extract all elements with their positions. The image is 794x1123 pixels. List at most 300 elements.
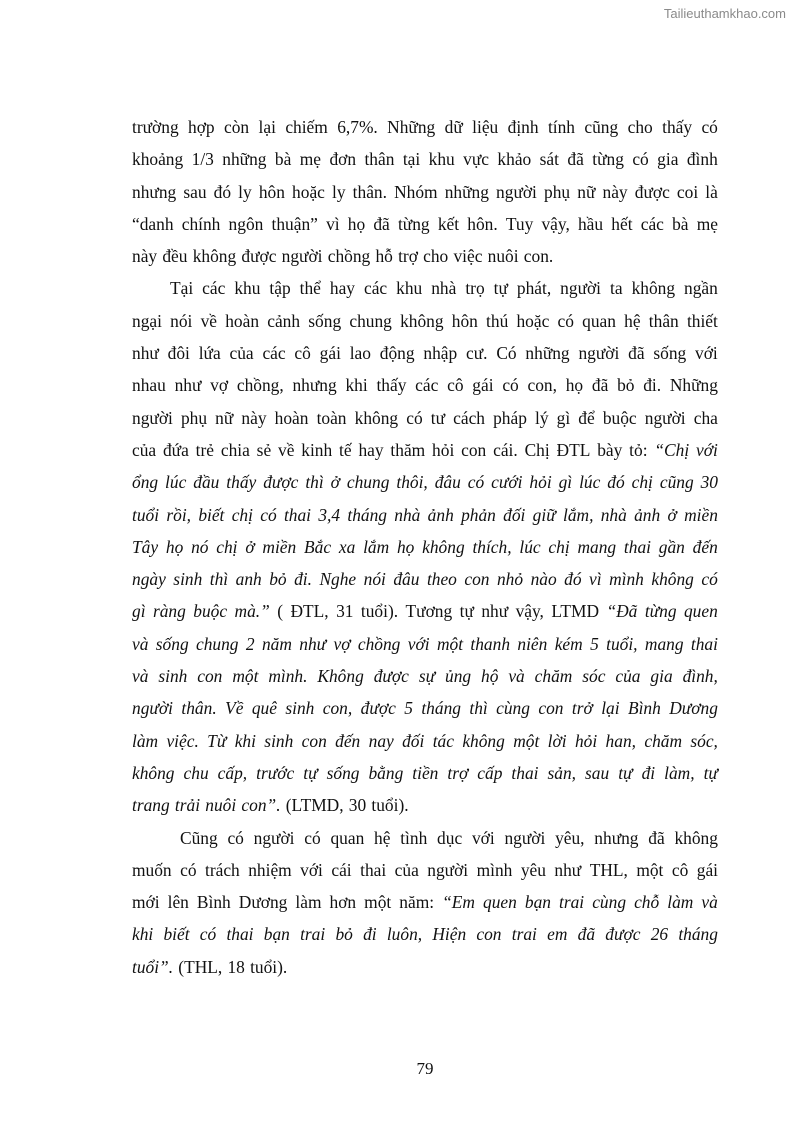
word: người — [578, 343, 620, 364]
word: không — [631, 278, 676, 299]
word: thai — [690, 633, 718, 654]
word: thì — [305, 472, 324, 493]
word: buộc — [602, 407, 637, 428]
word: mà.” — [234, 601, 270, 622]
word: gia — [650, 666, 673, 687]
word: ở — [667, 504, 677, 525]
word: trai — [300, 924, 326, 945]
text-line — [132, 563, 718, 595]
word: được — [263, 472, 299, 493]
word: ngôn — [228, 213, 264, 234]
word: hỏi — [432, 439, 455, 460]
word: tế — [339, 439, 352, 460]
word: cách — [453, 407, 485, 428]
word: bạn — [524, 892, 551, 913]
text-line — [132, 628, 718, 660]
word: đó — [564, 569, 582, 590]
word: đó — [213, 181, 232, 202]
word: một — [636, 859, 664, 880]
word: làm — [295, 892, 322, 913]
word: nhưng — [292, 375, 337, 396]
word: kém — [554, 633, 583, 654]
word: năm: — [399, 892, 435, 913]
word: một — [364, 892, 392, 913]
word: con — [538, 698, 564, 719]
word: sẻ — [256, 439, 272, 460]
word: thân — [648, 310, 679, 331]
word: trai — [511, 924, 537, 945]
word: Những — [387, 117, 436, 137]
word: lúc — [579, 472, 601, 493]
word: Những — [669, 375, 718, 396]
word: vậy, — [515, 601, 544, 622]
word: sống — [326, 762, 360, 783]
word: khoảng — [132, 149, 184, 170]
word: đối — [503, 504, 526, 525]
page-number: 79 — [416, 1059, 434, 1078]
word: 18 — [227, 956, 245, 977]
word: gia — [657, 149, 679, 170]
text-line — [132, 240, 718, 272]
word: mình — [476, 859, 513, 880]
word: thiết — [686, 310, 718, 331]
word: bỏ — [269, 569, 287, 590]
word: đi. — [294, 569, 312, 590]
text-line — [132, 305, 718, 337]
word: tiền — [412, 762, 439, 783]
text-line — [132, 854, 718, 886]
word: đều — [162, 246, 188, 267]
word: 6,7%. — [337, 117, 378, 137]
word: như — [132, 343, 159, 364]
word: thân — [364, 149, 395, 170]
word: nhưng — [132, 181, 177, 202]
word: lứa — [198, 343, 221, 364]
word: Về — [225, 698, 244, 719]
word: 2 — [245, 633, 255, 654]
word: gái — [319, 343, 341, 364]
word: “Chị — [654, 439, 690, 460]
word: chia — [220, 439, 250, 460]
word: Cũng — [180, 827, 218, 848]
text-line — [132, 531, 718, 563]
word: cái. — [493, 439, 518, 460]
word: tình — [400, 827, 428, 848]
text-line — [132, 176, 718, 208]
word: họ — [347, 213, 366, 234]
word: tuổi). — [360, 601, 399, 622]
word: chung — [349, 310, 392, 331]
word: coi — [676, 181, 699, 202]
word: trang — [132, 795, 170, 816]
word: thấy — [376, 375, 407, 396]
word: đứa — [162, 439, 189, 460]
word: (LTMD, — [285, 795, 344, 816]
word: phát, — [516, 278, 552, 299]
word: của — [615, 666, 641, 687]
word: được — [634, 181, 670, 202]
word: chồng, — [236, 375, 284, 396]
word: chồng — [327, 246, 371, 267]
text-line — [132, 595, 718, 627]
word: trợ — [398, 246, 418, 267]
word: đến — [335, 730, 361, 751]
word: con — [476, 924, 502, 945]
word: được — [241, 246, 277, 267]
word: động — [379, 343, 415, 364]
word: này — [602, 181, 628, 202]
word: từng — [592, 149, 624, 170]
word: đi — [641, 762, 656, 783]
word: quen — [683, 601, 718, 622]
word: không — [674, 827, 718, 848]
word: vì — [589, 569, 602, 590]
word: sinh — [264, 730, 294, 751]
word: phụ — [544, 181, 571, 202]
word: còn — [224, 117, 250, 137]
word: bạn — [263, 924, 290, 945]
word: hôn — [258, 181, 285, 202]
word: 31 — [336, 601, 354, 622]
word: một — [513, 730, 540, 751]
word: lời — [547, 730, 567, 751]
word: chị — [216, 536, 238, 557]
word: chỗ — [634, 892, 660, 913]
word: tính — [547, 117, 575, 137]
word: Tại — [170, 278, 194, 299]
word: tuổi, — [606, 633, 638, 654]
word: sát — [539, 149, 559, 170]
word: lên — [167, 892, 189, 913]
word: các — [262, 343, 286, 364]
word: sóc, — [690, 730, 718, 751]
word: con — [464, 569, 490, 590]
text-line — [132, 208, 718, 240]
word: trợ — [447, 762, 469, 783]
word: gì — [558, 472, 573, 493]
word: đã — [373, 213, 390, 234]
word: ( — [277, 601, 284, 622]
word: được — [605, 924, 641, 945]
word: mang — [644, 633, 684, 654]
word: cùng — [496, 698, 530, 719]
word: như — [174, 375, 202, 396]
paragraph — [132, 822, 718, 983]
word: hay — [329, 278, 355, 299]
word: hộ — [481, 666, 499, 687]
word: về — [278, 439, 295, 460]
word: đó — [607, 472, 625, 493]
word: họ — [565, 375, 584, 396]
word: đâu — [393, 569, 420, 590]
word: có — [632, 149, 649, 170]
word: ngần — [684, 278, 718, 299]
text-line — [132, 918, 718, 950]
word: trường — [132, 117, 179, 137]
text-line — [132, 660, 718, 692]
word: và — [508, 666, 525, 687]
word: sinh — [158, 666, 188, 687]
word: nhà — [431, 278, 457, 299]
word: nữ — [215, 407, 234, 428]
word: tuổi). — [371, 795, 409, 816]
word: tự — [493, 278, 508, 299]
word: không — [400, 310, 444, 331]
word: Không — [317, 666, 364, 687]
word: với — [471, 827, 495, 848]
word: con, — [527, 375, 557, 396]
text-line — [132, 402, 718, 434]
word: tuổi — [132, 504, 160, 525]
word: ở — [330, 472, 340, 493]
word: con — [461, 439, 487, 460]
word: lại — [258, 117, 276, 137]
word: hợp — [188, 117, 215, 137]
word: toàn — [316, 407, 347, 428]
word: (THL, — [178, 956, 223, 977]
word: không — [651, 569, 694, 590]
word: nuôi — [205, 795, 237, 816]
word: lắm, — [562, 504, 594, 525]
word: trách — [204, 859, 240, 880]
word: một — [436, 633, 464, 654]
word: hỏi — [574, 730, 598, 751]
word: 30 — [700, 472, 718, 493]
word: tháng — [347, 504, 387, 525]
word: chồng — [357, 633, 401, 654]
word: 26 — [650, 924, 669, 945]
word: biết — [163, 924, 190, 945]
word: quan — [582, 310, 616, 331]
word: làm — [132, 730, 159, 751]
word: có — [701, 569, 718, 590]
word: đơn — [329, 149, 357, 170]
word: không — [192, 246, 237, 267]
word: nhập — [423, 343, 458, 364]
word: bày — [597, 439, 623, 460]
word: không — [354, 407, 399, 428]
word: hết — [611, 213, 633, 234]
word: chị — [231, 504, 253, 525]
word: Tương — [405, 601, 453, 622]
word: sản, — [547, 762, 577, 783]
word: sóc — [582, 666, 606, 687]
word: luôn, — [386, 924, 423, 945]
word: ảnh — [427, 504, 454, 525]
word: Có — [496, 343, 517, 364]
word: Nhóm — [394, 181, 438, 202]
word: về — [200, 310, 218, 331]
word: vợ — [333, 633, 351, 654]
word: với — [300, 859, 323, 880]
word: tháng — [421, 698, 461, 719]
word: có — [406, 407, 423, 428]
word: phản — [461, 504, 496, 525]
word: 5 — [404, 698, 413, 719]
word: bỏ — [335, 924, 353, 945]
text-line — [132, 951, 718, 983]
text-line — [132, 111, 718, 143]
word: liệu — [472, 117, 499, 137]
word: Hiện — [432, 924, 467, 945]
word: con. — [523, 246, 554, 267]
word: yêu — [520, 859, 546, 880]
word: tuổi”. — [132, 956, 174, 977]
word: ĐTL — [556, 439, 591, 460]
word: nhỏ — [496, 569, 524, 590]
word: rồi, — [166, 504, 192, 525]
word: theo — [426, 569, 457, 590]
word: có — [180, 859, 197, 880]
word: người — [132, 698, 173, 719]
word: đã — [567, 149, 584, 170]
word: thai — [360, 859, 387, 880]
word: Tây — [132, 536, 159, 557]
word: bà — [274, 149, 292, 170]
word: được — [360, 698, 396, 719]
word: khi — [234, 730, 256, 751]
word: chính — [181, 213, 221, 234]
word: bà — [672, 213, 689, 234]
word: thì — [469, 698, 488, 719]
word: LTMD — [551, 601, 600, 622]
text-line — [132, 757, 718, 789]
word: có — [701, 117, 718, 137]
word: cho — [423, 246, 449, 267]
word: sống — [653, 343, 687, 364]
word: cũng — [659, 472, 694, 493]
word: để — [578, 407, 595, 428]
word: họ — [396, 536, 415, 557]
word: những — [222, 149, 267, 170]
word: giữ — [532, 504, 556, 525]
word: 1/3 — [191, 149, 214, 170]
word: nó — [191, 536, 209, 557]
word: ủng — [445, 666, 472, 687]
word: tại — [402, 149, 421, 170]
word: mẹ — [299, 149, 322, 170]
word: ổng — [132, 472, 159, 493]
word: han, — [605, 730, 636, 751]
word: hầu — [577, 213, 604, 234]
word: tư — [430, 407, 446, 428]
word: các — [640, 213, 664, 234]
word: mình. — [268, 666, 308, 687]
word: các — [363, 278, 388, 299]
word: làm — [667, 892, 694, 913]
word: có — [502, 375, 519, 396]
word: và — [132, 633, 149, 654]
word: niên — [517, 633, 548, 654]
word: trước — [256, 762, 295, 783]
word: nhà — [394, 504, 421, 525]
word: thấy — [662, 117, 693, 137]
text-line — [132, 466, 718, 498]
text-line — [132, 789, 718, 821]
word: cho — [627, 117, 653, 137]
word: Chị — [524, 439, 550, 460]
word: biết — [198, 504, 225, 525]
word: và — [701, 892, 718, 913]
word: hoặc — [292, 181, 325, 202]
word: lúc — [519, 536, 541, 557]
word: chăm — [534, 666, 573, 687]
word: được — [373, 666, 409, 687]
word: kinh — [301, 439, 333, 460]
word: từng — [644, 601, 677, 622]
word: cưới — [491, 472, 523, 493]
word: nói — [170, 310, 193, 331]
word: tự — [303, 762, 318, 783]
word: ở — [245, 536, 255, 557]
word: anh — [235, 569, 262, 590]
word: con — [301, 730, 327, 751]
word: nhưng — [594, 827, 639, 848]
word: khu — [396, 278, 423, 299]
word: chị — [548, 536, 570, 557]
word: khu — [234, 278, 261, 299]
word: trải — [174, 795, 201, 816]
word: Dương — [238, 892, 288, 913]
text-line — [132, 692, 718, 724]
word: thai — [623, 536, 651, 557]
word: hay — [358, 439, 384, 460]
word: vợ — [210, 375, 229, 396]
word: chăm — [644, 730, 683, 751]
word: tỏ: — [629, 439, 648, 460]
word: “Đã — [606, 601, 638, 622]
word: dữ — [444, 117, 463, 137]
word: bằng — [368, 762, 404, 783]
word: sinh — [173, 569, 203, 590]
word: gì — [556, 407, 571, 428]
word: việc — [453, 246, 483, 267]
word: miền — [684, 504, 718, 525]
word: con — [197, 666, 223, 687]
word: hôn — [451, 310, 478, 331]
word: Tuy — [505, 213, 534, 234]
text-line — [132, 886, 718, 918]
word: ĐTL, — [290, 601, 329, 622]
word: quan — [330, 827, 365, 848]
word: định — [507, 117, 539, 137]
word: khu — [428, 149, 455, 170]
word: buộc — [193, 601, 228, 622]
word: mẹ — [696, 213, 718, 234]
word: đình — [686, 149, 718, 170]
word: Nghe — [319, 569, 357, 590]
word: THL, — [589, 859, 628, 880]
word: như — [299, 633, 327, 654]
word: cấp — [477, 762, 503, 783]
word: Bình — [196, 892, 231, 913]
word: đâu — [434, 472, 461, 493]
word: quen — [483, 892, 517, 913]
word: thai — [511, 762, 539, 783]
word: có — [260, 504, 277, 525]
word: lắm — [363, 536, 390, 557]
word: đến — [692, 536, 718, 557]
word: muốn — [132, 859, 172, 880]
word: sống — [155, 633, 189, 654]
word: không — [132, 762, 175, 783]
word: khảo — [497, 149, 532, 170]
word: cha — [693, 407, 718, 428]
word: đầu — [193, 472, 220, 493]
word: nhau — [132, 375, 166, 396]
word: khi — [132, 924, 154, 945]
word: tự — [703, 762, 718, 783]
